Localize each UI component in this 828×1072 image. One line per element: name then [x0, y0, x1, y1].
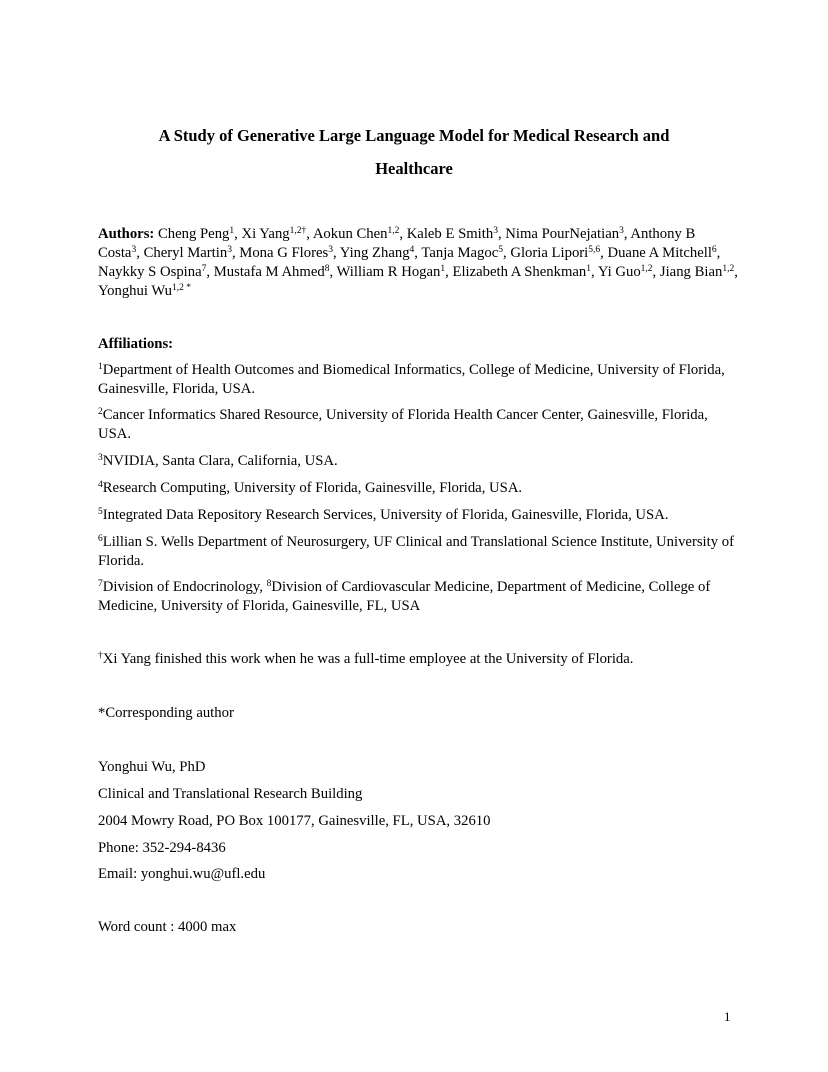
- affiliation-marker: 5: [98, 507, 103, 517]
- author-names: Cheng Peng$^1$, Xi Yang$^{1,2\dagger}$, Aokun Chen$^{1,2}$, Kaleb E Smith$^3$, Nima PourNejatian$^3$, Anthony B Costa$^3$, Cheryl Martin$^3$, Mona G Flores$^3$, Ying Zhang$^4$, Tanja Magoc$^5$, Gloria Lipori$^{5,6}$, Duane A Mitchell$^6$, Naykky S Ospina$^7$, Mustafa M Ahmed$^8$, William R Hogan$^1$, Elizabeth A Shenkman$^1$, Yi Guo$^{1,2}$, Jiang Bian$^{1,2}$, Yonghui $Wu^{1,2 *}$: [98, 226, 738, 299]
- affiliation-text: Integrated Data Repository Research Services, University of Florida, Gainesville, Florida, USA.: [102, 507, 669, 523]
- author-name: Naykky S Ospina: [98, 264, 202, 280]
- affiliations-heading: Affiliations:: [98, 336, 174, 352]
- page-number: 1: [724, 1009, 731, 1024]
- affiliation-marker: 4: [98, 480, 103, 490]
- author-name: William R Hogan: [336, 264, 441, 280]
- author-name: Duane A Mitchell: [607, 245, 712, 261]
- paper-title: [98, 119, 730, 185]
- author-entry: [340, 245, 415, 261]
- author-entry: [660, 264, 734, 280]
- author-affiliation-marker: 4: [409, 245, 415, 255]
- author-entry: [98, 264, 206, 280]
- affiliation-text: Research Computing, University of Florida, Gainesville, Florida, USA.: [102, 480, 523, 496]
- affiliation-7-8: [98, 578, 738, 616]
- author-name: Yonghui Wu: [98, 283, 172, 299]
- author-affiliation-marker: 5: [498, 245, 504, 255]
- author-note: [98, 650, 633, 669]
- author-name: Nima PourNejatian: [505, 226, 620, 242]
- contact-phone: Phone: 352-294-8436: [98, 840, 226, 856]
- affiliation-text: NVIDIA, Santa Clara, California, USA.: [102, 453, 338, 469]
- title-line-2: Healthcare: [375, 159, 453, 178]
- author-name: Mona G Flores: [239, 245, 329, 261]
- author-name: Cheng Peng: [157, 226, 230, 242]
- author-affiliation-marker: 7: [201, 264, 207, 274]
- author-entry: [214, 264, 330, 280]
- author-name: Cheryl Martin: [143, 245, 228, 261]
- affiliation-2: [98, 406, 738, 444]
- affiliation-marker: 6: [98, 534, 103, 544]
- author-entry: [421, 245, 503, 261]
- author-entry: [239, 245, 333, 261]
- author-name: Anthony B Costa: [98, 226, 696, 261]
- author-entry: [510, 245, 600, 261]
- author-entry: [337, 264, 446, 280]
- author-name: Kaleb E Smith: [406, 226, 494, 242]
- author-name: Mustafa M Ahmed: [213, 264, 325, 280]
- author-entry: [452, 264, 591, 280]
- author-name: Yi Guo: [597, 264, 641, 280]
- author-entry: [98, 283, 191, 299]
- affiliation-5: [98, 506, 758, 525]
- affiliation-text: Department of Health Outcomes and Biomedical Informatics, College of Medicine, University of Florida, Gainesville, Florida, USA.: [98, 362, 725, 397]
- word-count: Word count : 4000 max: [98, 919, 237, 935]
- affiliation-text: Cancer Informatics Shared Resource, University of Florida Health Cancer Center, Gainesville, Florida, USA.: [98, 407, 708, 442]
- author-entry: [241, 226, 306, 242]
- author-name: Gloria Lipori: [510, 245, 589, 261]
- corresponding-author-label: *Corresponding author: [98, 705, 234, 721]
- affiliation-4: [98, 479, 738, 498]
- author-note-text: Xi Yang finished this work when he was a full-time employee at the University of Florida.: [102, 651, 634, 667]
- author-affiliation-marker: 1,2†: [289, 226, 307, 236]
- author-affiliation-marker: 1,2: [640, 264, 653, 274]
- author-entry: [598, 264, 653, 280]
- author-entry: [144, 245, 232, 261]
- dagger-marker: †: [98, 651, 103, 661]
- affiliation-text: Division of Cardiovascular Medicine, Department of Medicine, College of Medicine, University of Florida, Gainesville, FL, USA: [98, 579, 711, 614]
- affiliation-marker: 7: [98, 579, 103, 589]
- author-affiliation-marker: 6: [711, 245, 717, 255]
- author-entry: [313, 226, 400, 242]
- author-affiliation-marker: 3: [619, 226, 624, 236]
- affiliation-6: [98, 533, 738, 571]
- author-name: Tanja Magoc: [421, 245, 499, 261]
- contact-building: Clinical and Translational Research Building: [98, 786, 363, 802]
- author-affiliation-marker: 3: [493, 226, 498, 236]
- affiliation-marker: 2: [98, 407, 103, 417]
- affiliation-text: Lillian S. Wells Department of Neurosurgery, UF Clinical and Translational Science Institute, University of Florida.: [98, 534, 734, 569]
- author-entry: [158, 226, 234, 242]
- contact-email: Email: yonghui.wu@ufl.edu: [98, 866, 266, 882]
- affiliation-1: [98, 361, 738, 399]
- author-name: Jiang Bian: [659, 264, 723, 280]
- author-affiliation-marker: 5,6: [588, 245, 601, 255]
- author-affiliation-marker: 1,2: [387, 226, 400, 236]
- author-entry: [505, 226, 624, 242]
- author-affiliation-marker: 1: [586, 264, 592, 274]
- affiliation-marker: 3: [98, 453, 103, 463]
- author-affiliation-marker: 1,2: [722, 264, 735, 274]
- author-affiliation-marker: 1: [229, 226, 235, 236]
- authors-label: Authors:: [98, 226, 155, 242]
- author-affiliation-marker: 1: [440, 264, 446, 274]
- contact-name: Yonghui Wu, PhD: [98, 759, 206, 775]
- author-name: Aokun Chen: [312, 226, 388, 242]
- affiliation-marker: 1: [98, 362, 103, 372]
- affiliation-text: Division of Endocrinology,: [102, 579, 267, 595]
- author-name: Xi Yang: [241, 226, 290, 242]
- affiliation-marker: 8: [266, 579, 272, 589]
- author-affiliation-marker: 3: [227, 245, 232, 255]
- affiliation-3: [98, 452, 738, 471]
- author-entry: [407, 226, 498, 242]
- author-affiliation-marker: 3: [328, 245, 333, 255]
- author-name: Ying Zhang: [339, 245, 410, 261]
- contact-address: 2004 Mowry Road, PO Box 100177, Gainesville, FL, USA, 32610: [98, 813, 491, 829]
- author-affiliation-marker: 1,2 *: [171, 283, 191, 293]
- author-affiliation-marker: 8: [324, 264, 330, 274]
- author-name: Elizabeth A Shenkman: [452, 264, 587, 280]
- title-line-1: A Study of Generative Large Language Model for Medical Research and: [158, 126, 670, 145]
- author-affiliation-marker: 3: [131, 245, 137, 255]
- author-entry: [607, 245, 716, 261]
- author-list: [98, 225, 738, 301]
